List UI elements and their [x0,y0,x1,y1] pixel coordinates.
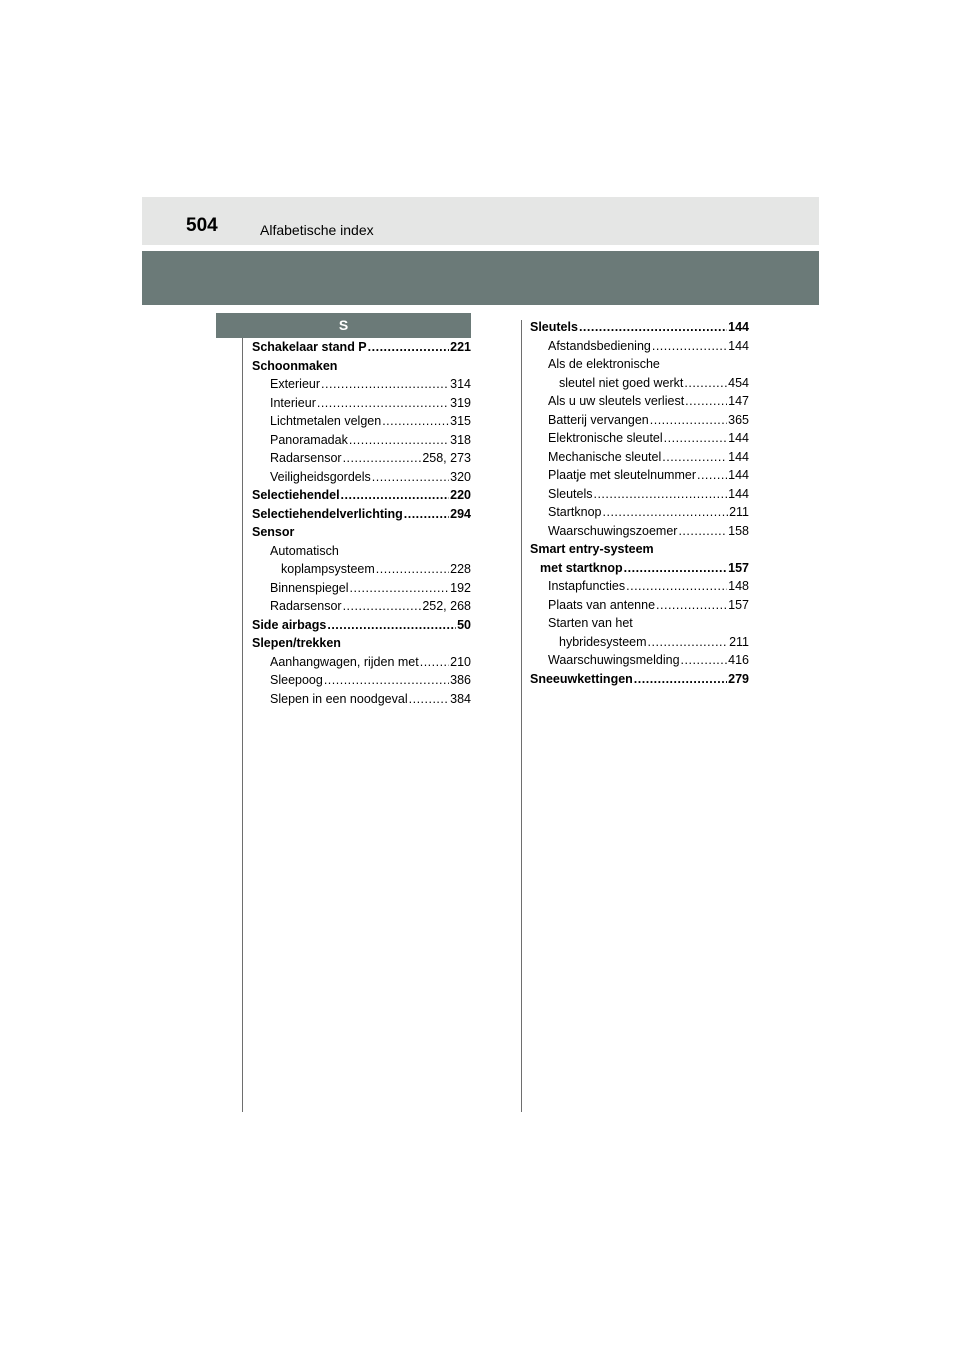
index-entry-term: Radarsensor [270,599,342,613]
index-entry-page: 158 [728,523,749,538]
index-entry-term: Radarsensor [270,451,342,465]
dot-leader [341,486,450,505]
dot-leader [626,577,727,596]
page-number: 504 [186,215,218,236]
index-entry-term: Elektronische sleutel [548,431,663,445]
index-entry [530,670,749,689]
index-entry-page: 314 [450,377,471,391]
dot-leader [656,596,727,615]
index-entry [252,653,471,672]
index-entry-term: Slepen/trekken [252,636,341,650]
header-bar [142,197,819,245]
right-column-rule [521,320,522,1112]
index-entry [252,486,471,505]
index-entry [252,468,471,487]
index-entry-term: Sleutels [530,320,578,334]
index-entry [530,503,749,522]
index-entry-term: Starten van het [548,616,633,630]
index-entry-term: Sensor [252,525,295,539]
index-entry-page: 319 [450,395,471,410]
index-entry-term: Als u uw sleutels verliest [548,394,685,408]
index-entry-page: 144 [728,338,749,353]
index-entry-term: Slepen in een noodgeval [270,691,408,706]
dot-leader [650,411,727,430]
index-entry [530,651,749,670]
index-entry-term: Plaats van antenne [548,597,656,612]
index-entry [530,633,749,652]
dot-leader [652,337,727,356]
dot-leader [603,503,729,522]
index-entry [252,542,471,561]
index-column-left [252,338,471,708]
dot-leader [678,522,727,541]
index-entry-term: Batterij vervangen [548,412,649,427]
index-entry-term: Selectiehendelverlichting [252,506,403,521]
index-entry-term: Veiligheidsgordels [270,469,371,484]
index-entry-page: 365 [728,412,749,427]
index-entry-page: 454 [728,375,749,390]
index-entry-term: Binnenspiegel [270,580,349,595]
index-entry-page: 144 [728,431,749,445]
dot-leader [350,579,450,598]
index-entry-term: Instapfuncties [548,579,626,593]
index-entry-page: 147 [728,394,749,408]
index-entry-term: Sleutels [548,486,593,501]
index-entry-term: Exterieur [270,377,321,391]
dot-leader [420,653,449,672]
dot-leader [664,429,727,448]
index-entry-term: Startknop [548,505,602,519]
dot-leader [697,466,727,485]
dot-leader [685,392,727,411]
index-entry [530,614,749,633]
index-entry-term: hybridesysteem [559,634,647,649]
dot-leader [404,505,449,524]
index-entry-term: Sneeuwkettingen [530,671,633,686]
page-title: Alfabetische index [260,222,374,238]
index-entry-page: 320 [450,469,471,484]
dot-leader [579,318,727,337]
dot-leader [349,431,449,450]
index-entry-page: 210 [450,654,471,669]
index-entry [530,337,749,356]
index-entry [252,634,471,653]
index-entry [530,540,749,559]
index-entry [252,449,471,468]
index-entry-page: 192 [450,580,471,595]
section-letter-tab: S [216,313,471,338]
index-entry-term: Panoramadak [270,432,348,447]
index-entry-page: 157 [728,560,749,575]
index-entry-page: 386 [450,673,471,687]
index-entry [252,375,471,394]
index-entry [530,522,749,541]
dot-leader [648,633,729,652]
index-entry [252,357,471,376]
index-entry [530,411,749,430]
dot-leader [327,616,456,635]
dot-leader [321,375,449,394]
index-entry [252,505,471,524]
index-entry [252,431,471,450]
index-entry [252,597,471,616]
index-entry [252,690,471,709]
index-entry [530,392,749,411]
index-entry-page: 279 [728,671,749,686]
index-entry-page: 211 [729,505,749,519]
index-entry-page: 148 [728,579,749,593]
index-entry-page: 384 [450,691,471,706]
index-entry [530,448,749,467]
index-entry-page: 416 [728,653,749,667]
index-entry-term: Interieur [270,395,316,410]
index-entry-term: Automatisch [270,543,339,558]
dot-leader [376,560,449,579]
index-entry-term: Lichtmetalen velgen [270,414,382,428]
index-entry-term: Aanhangwagen, rijden met [270,654,419,669]
index-entry-page: 318 [450,432,471,447]
index-entry-page: 144 [728,449,749,464]
index-entry [530,429,749,448]
index-entry-page: 220 [450,488,471,502]
index-entry-term: Selectiehendel [252,488,340,502]
index-entry [530,318,749,337]
dot-leader [593,485,727,504]
index-entry-page: 228 [450,562,471,576]
index-entry-term: sleutel niet goed werkt [559,375,684,390]
index-entry-term: Afstandsbediening [548,338,651,353]
dot-leader [624,559,727,578]
index-entry-term: Als de elektronische [548,357,660,371]
index-entry-term: Waarschuwingszoemer [548,523,678,538]
index-entry [252,616,471,635]
header-band [142,251,819,305]
index-entry [252,671,471,690]
dot-leader [324,671,449,690]
dot-leader [343,449,422,468]
index-entry-term: Schoonmaken [252,358,338,373]
index-entry [530,577,749,596]
dot-leader [684,374,727,393]
index-entry-page: 221 [450,340,471,354]
dot-leader [317,394,449,413]
index-entry-term: Side airbags [252,617,327,632]
index-entry-term: Sleepoog [270,673,323,687]
index-entry-page: 211 [729,634,749,649]
index-entry [252,560,471,579]
index-entry [252,394,471,413]
index-entry-term: Mechanische sleutel [548,449,662,464]
index-entry [252,579,471,598]
dot-leader [681,651,728,670]
index-column-right [530,318,749,688]
index-entry [530,559,749,578]
index-entry-page: 294 [450,506,471,521]
index-entry [252,338,471,357]
index-entry [252,412,471,431]
index-entry-term: Plaatje met sleutelnummer [548,468,696,482]
index-entry-term: met startknop [540,560,623,575]
index-entry-page: 144 [728,320,749,334]
index-entry [530,596,749,615]
index-entry [530,374,749,393]
index-entry-page: 252, 268 [422,599,471,613]
dot-leader [368,338,449,357]
index-entry [252,523,471,542]
index-entry-term: Waarschuwingsmelding [548,653,680,667]
index-entry-page: 50 [457,617,471,632]
index-entry-term: koplampsysteem [281,562,375,576]
index-entry-term: Smart entry-systeem [530,542,654,556]
index-entry [530,485,749,504]
dot-leader [372,468,449,487]
left-column-rule [242,338,243,1112]
index-entry-term: Schakelaar stand P [252,340,367,354]
index-entry-page: 315 [450,414,471,428]
index-entry-page: 144 [728,486,749,501]
index-entry-page: 144 [728,468,749,482]
index-entry [530,355,749,374]
dot-leader [409,690,450,709]
index-entry-page: 258, 273 [422,451,471,465]
dot-leader [662,448,727,467]
dot-leader [634,670,727,689]
dot-leader [343,597,422,616]
dot-leader [382,412,449,431]
index-entry-page: 157 [728,597,749,612]
index-entry [530,466,749,485]
